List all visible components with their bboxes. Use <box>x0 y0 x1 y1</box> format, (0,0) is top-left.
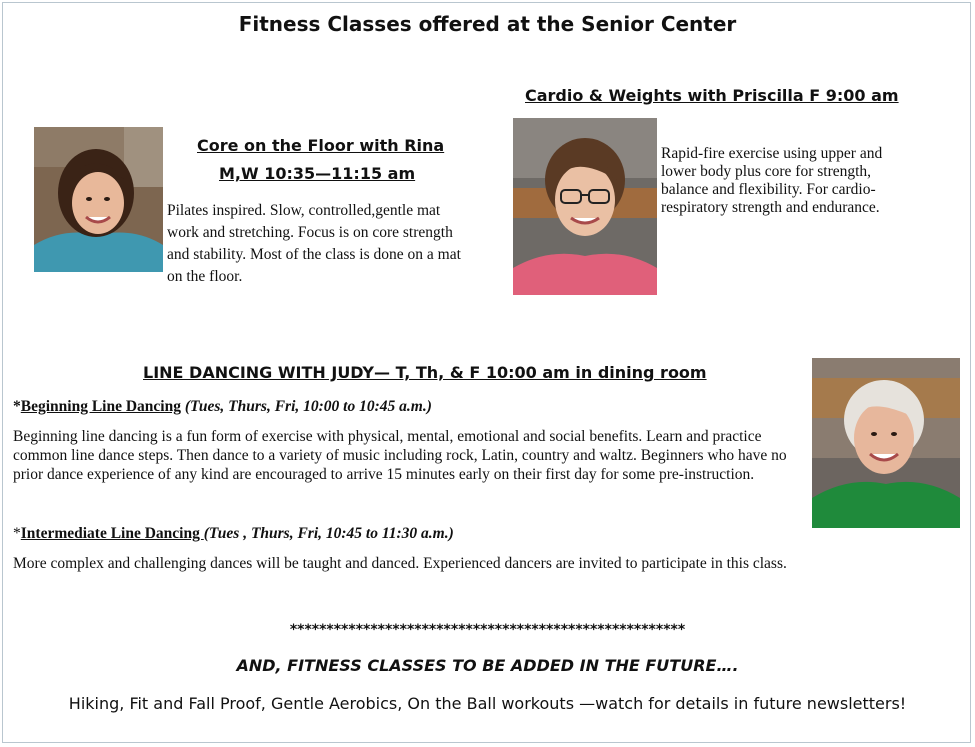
cardio-class-title: Cardio & Weights with Priscilla F 9:00 am <box>525 86 899 105</box>
beginning-line-dancing-heading <box>13 398 432 416</box>
instructor-photo-judy <box>812 358 960 528</box>
beginning-line-dancing-name: Beginning Line Dancing <box>20 398 181 415</box>
intermediate-line-dancing-heading <box>13 525 454 543</box>
beginning-prefix: * <box>13 398 21 415</box>
beginning-line-dancing-schedule: (Tues, Thurs, Fri, 10:00 to 10:45 a.m.) <box>180 398 432 415</box>
future-classes-list: Hiking, Fit and Fall Proof, Gentle Aerobics, On the Ball workouts —watch for details in future newsletters! <box>68 694 907 713</box>
intermediate-line-dancing-schedule: (Tues , Thurs, Fri, 10:45 to 11:30 a.m.) <box>203 525 454 542</box>
cardio-class-description: Rapid-fire exercise using upper and lower body plus core for strength, balance and flexibility. For cardio-respiratory strength and endurance. <box>661 145 883 216</box>
intermediate-prefix: * <box>13 525 21 542</box>
future-classes-heading: AND, FITNESS CLASSES TO BE ADDED IN THE FUTURE…. <box>236 656 739 675</box>
core-class-description: Pilates inspired. Slow, controlled,gentle mat work and stretching. Focus is on core strength and stability. Most of the class is done on a mat on the floor. <box>167 202 461 285</box>
instructor-photo-rina <box>34 127 163 272</box>
instructor-photo-priscilla <box>513 118 657 295</box>
section-divider: ****************************************************** <box>289 622 686 638</box>
intermediate-line-dancing-description: More complex and challenging dances will be taught and danced. Experienced dancers are invited to participate in this class. <box>13 555 787 572</box>
line-dancing-title: LINE DANCING WITH JUDY— T, Th, & F 10:00 am in dining room <box>143 363 707 382</box>
intermediate-line-dancing-name: Intermediate Line Dancing <box>20 525 204 542</box>
beginning-line-dancing-description: Beginning line dancing is a fun form of exercise with physical, mental, emotional and social benefits. Learn and practice common line dance steps. Then dance to a variety of music including rock, Latin, country and waltz. Beginners who have no prior dance experience of any kind are encouraged to arrive 15 minutes early on their first day for some pre-instruction. <box>13 428 787 483</box>
core-class-title: Core on the Floor with Rina <box>197 136 445 155</box>
core-class-schedule: M,W 10:35—11:15 am <box>219 164 416 183</box>
page-title: Fitness Classes offered at the Senior Center <box>238 12 737 36</box>
